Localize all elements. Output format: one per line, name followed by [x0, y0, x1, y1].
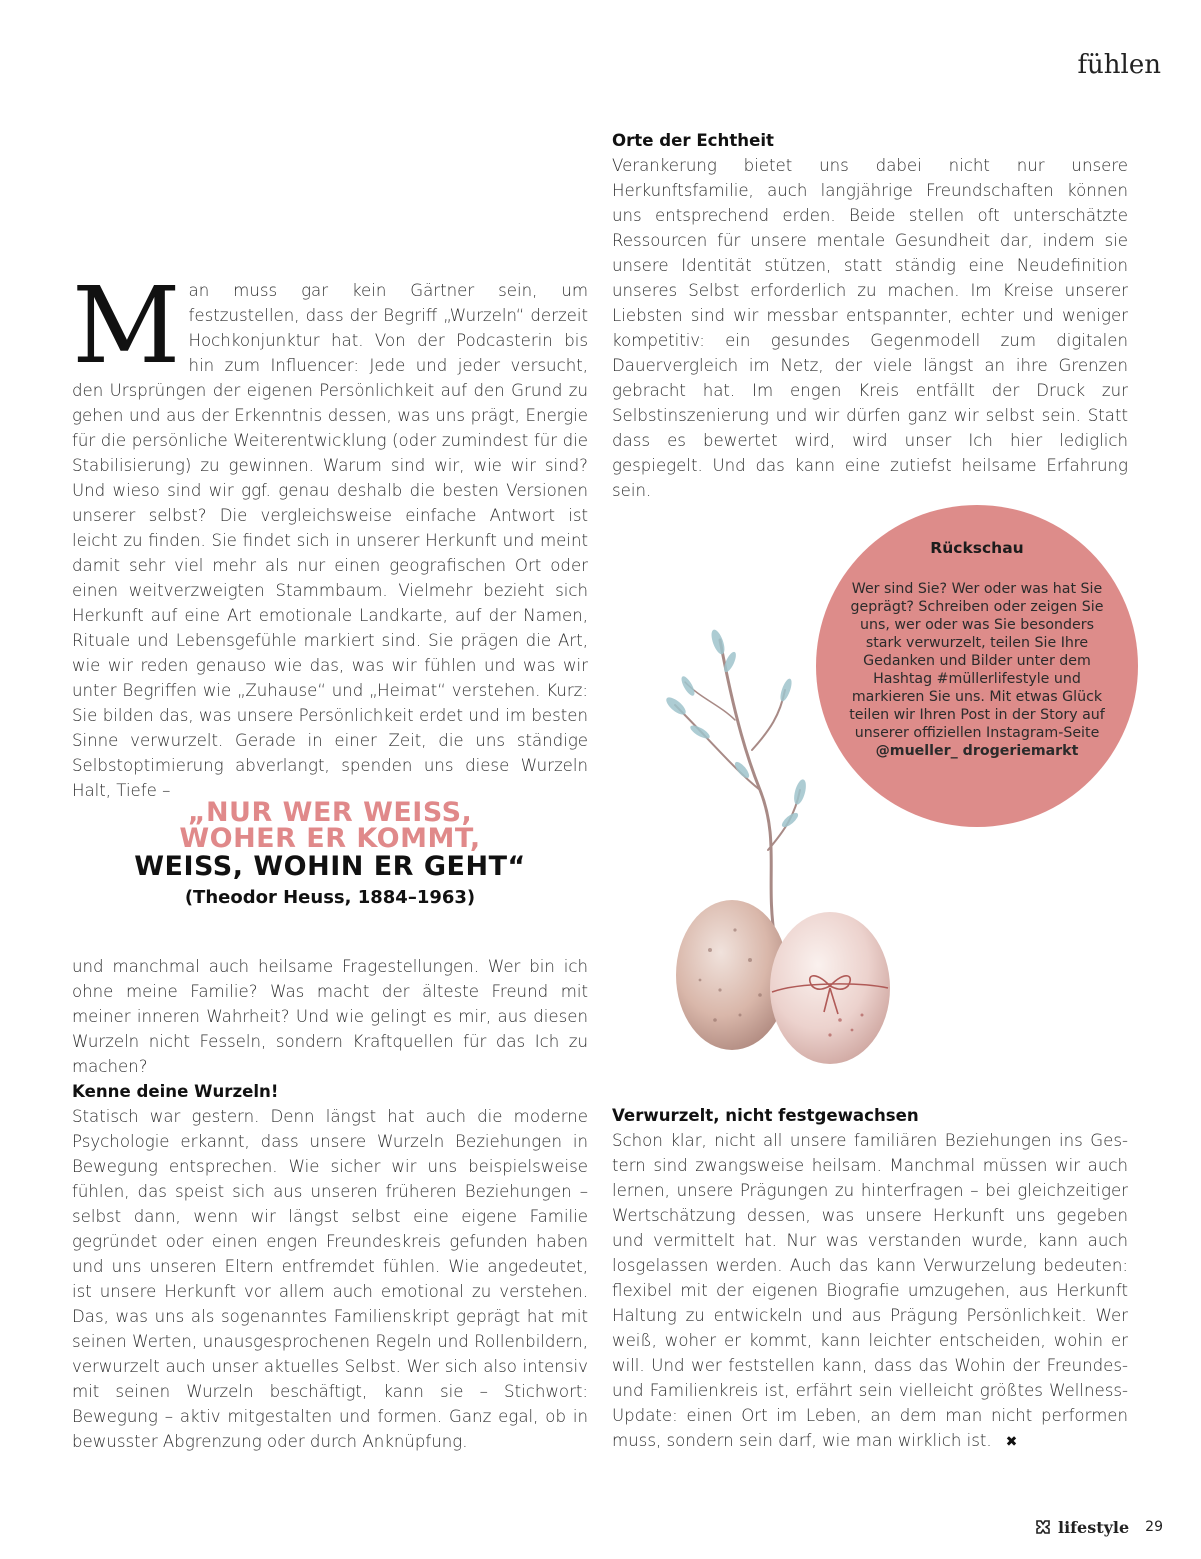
kenne-text: Statisch war gestern. Denn längst hat auch die moderne Psychologie erkannt, dass unsere Wurzeln Beziehungen in Bewegung entsprechen. Wie sicher wir uns beispielsweise fühlen, das speist sich aus unseren früheren Beziehungen – selbst dann, wenn wir längst selbst eine eigene Familie gegründet oder einen engen Freundeskreis gefunden haben und uns unseren Eltern entfremdet fühlen. Wie angedeutet, ist unsere Herkunft vor allem auch emotional zu verstehen. Das, was uns als sogenanntes Familienskript geprägt hat mit seinen Werten, unausgesprochenen Regeln und Rollenbildern, verwurzelt auch unser aktuelles Selbst. Wer sich also intensiv mit seinen Wurzeln beschäftigt, kann sie – Stichwort: Bewegung – aktiv mitgestalten und formen. Ganz egal, ob in bewusster Abgrenzung oder durch Anknüpfung. [72, 1107, 588, 1451]
branch-icon [675, 640, 800, 940]
quote-attribution: (Theodor Heuss, 1884–1963) [184, 887, 476, 908]
page-number: 29 [1145, 1519, 1163, 1535]
verwurzelt-text: Schon klar, nicht all unsere familiären Beziehungen ins Gestern sind zwangsweise heilsam. Manchmal müssen wir auch lernen, unsere Prägungen zu hinterfragen – bei gleichzeitiger Wertschätzung dessen, was unsere Herkunft uns gegeben und vermittelt hat. Nur was verstanden wurde, kann auch losgelassen werden. Auch das kann Verwurzelung bedeuten: flexibel mit der eigenen Biografie umzugehen, aus Herkunft Haltung zu entwickeln und aus Prägung Persönlichkeit. Wer weiß, woher er kommt, kann leichter entscheiden, wohin er will. Und wer feststellen kann, dass das Wohin der Freundes- und Familienkreis ist, erfährt sein vielleicht größtes Wellness-Update: einen Ort im Leben, an dem man nicht performen muss, sondern sein darf, wie man wirklich ist. [612, 1131, 1128, 1450]
continuation-text: und manchmal auch heilsame Fragestellungen. Wer bin ich ohne meine Familie? Was macht der älteste Freund mit meiner inneren Wahrheit? Und wie gelingt es mir, aus diesen Wurzeln nicht Fesseln, sondern Kraftquellen für das Ich zu machen? [72, 957, 588, 1076]
pull-quote [72, 797, 588, 912]
footer-brand: lifestyle [1058, 1517, 1130, 1537]
section-tag: fühlen [1077, 50, 1161, 80]
page-footer [1036, 1516, 1163, 1538]
quote-line-1: „NUR WER WEISS, [187, 797, 473, 828]
dropcap: M [72, 264, 181, 387]
kenne-heading: Kenne deine Wurzeln! [72, 1082, 279, 1101]
section-orte [612, 128, 1128, 503]
verwurzelt-heading: Verwurzelt, nicht festgewachsen [612, 1106, 919, 1125]
rueckschau-text: Wer sind Sie? Wer oder was hat Sie geprägt? Schreiben oder zeigen Sie uns, wer oder was Sie besonders stark verwurzelt, teilen Sie Ihre Gedanken und Bilder unter dem Hashtag #müllerlifestyle und markieren Sie uns. Mit etwas Glück teilen wir Ihren Post in der Story auf unserer offiziellen Instagram-Seite [849, 581, 1105, 741]
intro-text: an muss gar kein Gärtner sein, um festzustellen, dass der Begriff „Wurzeln“ derzeit Hochkonjunktur hat. Von der Podcasterin bis hin zum Influencer: Jede und jeder versucht, den Ursprüngen der eigenen Persönlichkeit auf den Grund zu gehen und aus der Erkenntnis dessen, was uns prägt, Energie für die persönliche Weiterentwicklung (oder zumindest für die Stabilisierung) zu gewinnen. Warum sind wir, wie wir sind? Und wieso sind wir ggf. genau deshalb die besten Versionen unserer selbst? Die vergleichsweise einfache Antwort ist leicht zu finden. Sie findet sich in unserer Herkunft und meint damit sehr viel mehr als nur einen geografischen Ort oder einen weitverzweigten Stammbaum. Vielmehr bezieht sich Herkunft auf eine Art emotionale Landkarte, auf der Namen, Rituale und Lebensgefühle markiert sind. Sie prägen die Art, wie wir reden genauso wie das, was wir fühlen und was wir unter Begriffen wie „Zuhause“ und „Heimat“ verstehen. Kurz: Sie bilden das, was unsere Persönlichkeit erdet und im besten Sinne verwurzelt. Gerade in einer Zeit, die uns ständige Selbstoptimierung abverlangt, spenden uns diese Wurzeln Halt, Tiefe – [72, 281, 588, 800]
rueckschau-title: Rückschau [930, 539, 1024, 557]
rueckschau-box [816, 505, 1138, 827]
instagram-handle[interactable]: @mueller_ drogeriemarkt [875, 743, 1079, 759]
section-kenne [72, 1079, 588, 1454]
orte-text: Verankerung bietet uns dabei nicht nur unsere Herkunftsfamilie, auch langjährige Freundschaften können uns entsprechend erden. Beide stellen oft unterschätzte Ressourcen für unsere mentale Gesundheit dar, indem sie unsere Identität stützen, statt ständig eine Neudefinition unseres Selbst erforderlich zu machen. Im Kreise unserer Liebsten sind wir messbar entspannter, echter und weniger kompetitiv: ein gesundes Gegenmodell zum digitalen Dauervergleich im Netz, der viele längst an ihre Grenzen gebracht hat. Im engen Kreis entfällt der Druck zur Selbstinszenierung und wir dürfen ganz wir selbst sein. Statt dass es bewertet wird, wird unser Ich hier lediglich gespiegelt. Und das kann eine zutiefst heilsame Erfahrung sein. [612, 156, 1128, 500]
quote-line-2: WOHER ER KOMMT, [179, 823, 481, 854]
intro-paragraph [72, 264, 588, 803]
quote-line-3: WEISS, WOHIN ER GEHT“ [134, 851, 526, 882]
leaf-icons [664, 628, 809, 829]
orte-heading: Orte der Echtheit [612, 131, 774, 150]
continuation-column [72, 954, 588, 1079]
verwurzelt-paragraph [612, 1128, 1128, 1455]
lifestyle-logo-icon [1036, 1520, 1050, 1534]
intro-column [72, 264, 588, 803]
x-mark-icon: ✖ [1005, 1434, 1018, 1450]
rueckschau-text-block [846, 580, 1108, 760]
section-verwurzelt [612, 1103, 1128, 1455]
